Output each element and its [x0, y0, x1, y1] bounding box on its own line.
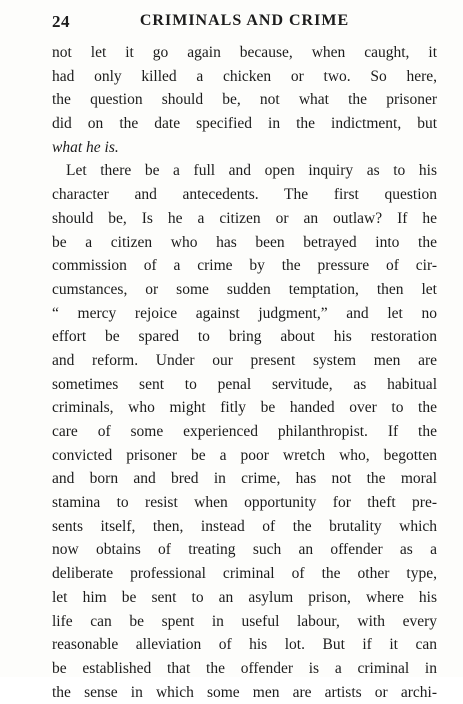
text-line: had only killed a chicken or two. So here,: [52, 67, 437, 85]
text-line: “ mercy rejoice against judgment,” and let no: [52, 304, 437, 322]
running-head: [52, 12, 437, 34]
text-line: not let it go again because, when caught, it: [52, 44, 437, 61]
text-line: deliberate professional criminal of the other type,: [52, 565, 437, 583]
text-line: stamina to resist when opportunity for theft pre-: [52, 494, 437, 512]
text-line: let him be sent to an asylum prison, where his: [52, 588, 437, 606]
body-text: [52, 41, 437, 704]
text-line: the question should be, not what the prisoner: [52, 91, 437, 109]
text-line: reasonable alleviation of his lot. But if it can: [52, 636, 437, 654]
text-line: did on the date specified in the indictment, but: [52, 115, 437, 133]
text-line: character and antecedents. The first question: [52, 186, 437, 204]
text-line: be a citizen who has been betrayed into the: [52, 233, 437, 251]
text-line: and reform. Under our present system men are: [52, 351, 437, 369]
text-line: life can be spent in useful labour, with every: [52, 612, 437, 630]
text-line: cumstances, or some sudden temptation, then let: [52, 280, 437, 298]
text-line: and born and bred in crime, has not the moral: [52, 470, 437, 488]
text-line: convicted prisoner be a poor wretch who, begotten: [52, 446, 437, 464]
text-line: sents itself, then, instead of the brutality which: [52, 517, 437, 535]
text-line-emphasis: what he is.: [52, 138, 119, 156]
text-line: be established that the offender is a criminal in: [52, 659, 437, 677]
text-line: commission of a crime by the pressure of cir-: [52, 257, 437, 275]
text-line: now obtains of treating such an offender as a: [52, 541, 437, 559]
page-number: 24: [52, 12, 70, 31]
text-line: should be, Is he a citizen or an outlaw? If he: [52, 209, 437, 227]
text-line-paragraph-start: Let there be a full and open inquiry as to his: [66, 162, 437, 180]
running-title: CRIMINALS AND CRIME: [139, 12, 350, 29]
text-line: care of some experienced philanthropist. If the: [52, 423, 437, 440]
text-line: criminals, who might fitly be handed over to the: [52, 399, 437, 417]
text-line: the sense in which some men are artists or archi-: [52, 683, 437, 701]
text-line: effort be spared to bring about his restoration: [52, 328, 437, 346]
text-line: sometimes sent to penal servitude, as habitual: [52, 375, 437, 393]
